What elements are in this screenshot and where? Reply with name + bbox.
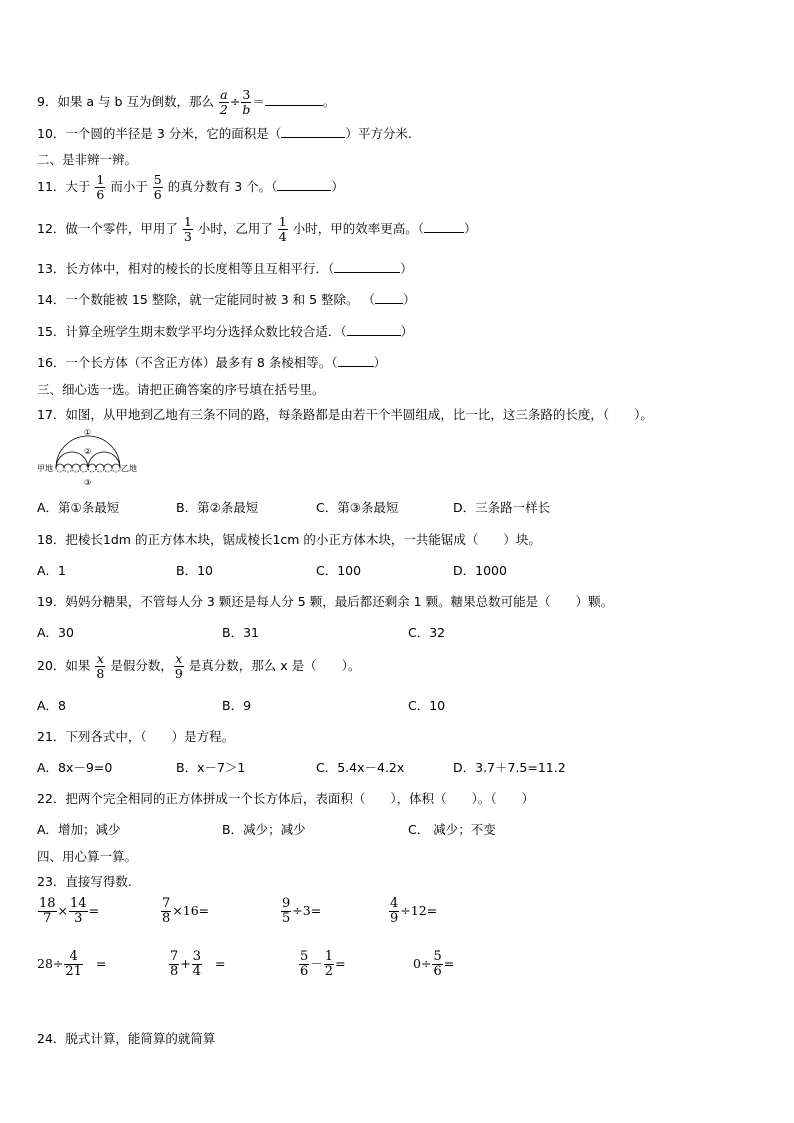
q19-option-a[interactable]: A．30 [37, 625, 74, 640]
section-3-heading: 三、细心选一选。请把正确答案的序号填在括号里。 [37, 382, 325, 397]
q22-option-c[interactable]: C． 减少；不变 [408, 822, 496, 837]
equals: ＝ [252, 94, 265, 109]
circle-label-3: ③ [84, 478, 92, 487]
question-19: 19．妈妈分糖果，不管每人分 3 颗还是每人分 5 颗，最后都还剩余 1 颗。糖果总数可能是（ ）颗。 [37, 594, 614, 609]
q18-option-c[interactable]: C．100 [316, 563, 362, 578]
path-3-arcs-lower [56, 468, 120, 472]
q11-pre: 11．大于 [37, 179, 95, 194]
q19-option-b[interactable]: B．31 [222, 625, 259, 640]
q11-post: 的真分数有 3 个。（ [163, 179, 278, 194]
answer-blank[interactable] [424, 221, 464, 233]
q16-close: ） [373, 355, 387, 370]
question-14 [37, 292, 416, 308]
q21-option-a[interactable]: A．8x－9=0 [37, 760, 113, 775]
question-15 [37, 324, 413, 340]
operator: ÷ [229, 94, 241, 109]
question-23: 23．直接写得数. [37, 874, 132, 889]
question-10 [37, 126, 412, 142]
question-11 [37, 173, 344, 202]
calc-expression-7: $\frac{5}{6}$ － $\frac{1}{2}$ = [300, 949, 346, 979]
question-22: 22．把两个完全相同的正方体拼成一个长方体后，表面积（ ），体积（ ）。（ ） [37, 791, 535, 806]
q20-mid: 是假分数， [106, 658, 173, 673]
q12-post: 小时，甲的效率更高。（ [288, 221, 424, 236]
q18-option-d[interactable]: D．1000 [453, 563, 507, 578]
calc-expression-1: $\frac{18}{7}$ × $\frac{14}{3}$ = [39, 896, 100, 926]
fraction: $\frac{a}{2}$ [219, 87, 228, 117]
q20-pre: 20．如果 [37, 658, 95, 673]
q16-text: 16．一个长方体（不含正方体）最多有 8 条棱相等。（ [37, 355, 338, 370]
q18-option-b[interactable]: B．10 [176, 563, 213, 578]
q12-close: ） [463, 221, 477, 236]
fig-left-label: 甲地 [37, 464, 53, 473]
q21-option-b[interactable]: B．x－7＞1 [176, 760, 246, 775]
q12-pre: 12．做一个零件，甲用了 [37, 221, 182, 236]
q9-suffix: 。 [322, 94, 336, 109]
calc-expression-8: 0÷ $\frac{5}{6}$ = [413, 949, 455, 979]
answer-blank[interactable] [375, 292, 403, 304]
calc-expression-3: $\frac{9}{5}$ ÷3= [282, 896, 322, 926]
fraction: $\frac{1}{4}$ [278, 214, 287, 244]
q17-option-b[interactable]: B．第②条最短 [176, 500, 259, 515]
q9-prefix: 9．如果 a 与 b 互为倒数，那么 [37, 94, 218, 109]
fraction: $\frac{5}{6}$ [153, 172, 162, 202]
q20-option-c[interactable]: C．10 [408, 698, 446, 713]
q18-option-a[interactable]: A．1 [37, 563, 67, 578]
answer-blank[interactable] [338, 355, 374, 367]
fraction: $\frac{1}{3}$ [183, 214, 192, 244]
section-4-heading: 四、用心算一算。 [37, 849, 138, 864]
q15-text: 15．计算全班学生期末数学平均分选择众数比较合适．（ [37, 324, 347, 339]
q19-option-c[interactable]: C．32 [408, 625, 446, 640]
question-9 [37, 88, 335, 117]
calc-expression-2: $\frac{7}{8}$ ×16= [162, 896, 210, 926]
q15-close: ） [400, 324, 414, 339]
q13-close: ） [400, 261, 413, 276]
fraction: $\frac{x}{9}$ [174, 651, 183, 681]
q17-option-d[interactable]: D．三条路一样长 [453, 500, 551, 515]
question-17: 17．如图，从甲地到乙地有三条不同的路，每条路都是由若干个半圆组成，比一比，这三条路的长度，（ ）。 [37, 407, 653, 422]
calc-expression-6: $\frac{7}{8}$ + $\frac{3}{4}$ = [170, 949, 226, 979]
q22-option-a[interactable]: A．增加；减少 [37, 822, 121, 837]
q17-option-a[interactable]: A．第①条最短 [37, 500, 120, 515]
question-24: 24．脱式计算，能简算的就简算 [37, 1031, 216, 1046]
q20-post: 是真分数，那么 x 是（ ）。 [184, 658, 361, 673]
q21-option-c[interactable]: C．5.4x－4.2x [316, 760, 405, 775]
semicircle-path-figure [36, 428, 146, 488]
question-12 [37, 215, 477, 244]
calc-expression-4: $\frac{4}{9}$ ÷12= [390, 896, 438, 926]
q20-option-b[interactable]: B．9 [222, 698, 252, 713]
question-21: 21．下列各式中，（ ）是方程。 [37, 729, 235, 744]
section-2-heading: 二、是非辨一辨。 [37, 152, 138, 167]
question-20 [37, 652, 360, 681]
q21-option-d[interactable]: D．3.7＋7.5=11.2 [453, 760, 566, 775]
q20-option-a[interactable]: A．8 [37, 698, 67, 713]
fraction: $\frac{1}{6}$ [96, 172, 105, 202]
answer-blank[interactable] [265, 94, 323, 106]
q14-text: 14．一个数能被 15 整除，就一定能同时被 3 和 5 整除。 （ [37, 292, 376, 307]
question-16 [37, 355, 386, 371]
answer-blank[interactable] [277, 179, 331, 191]
fraction: $\frac{x}{8}$ [96, 651, 105, 681]
q22-option-b[interactable]: B．减少；减少 [222, 822, 306, 837]
q12-mid: 小时，乙用了 [193, 221, 277, 236]
q13-text: 13．长方体中，相对的棱长的长度相等且互相平行．（ [37, 261, 335, 276]
q14-close: ） [403, 292, 416, 307]
question-13 [37, 261, 413, 277]
q10-close: ）平方分米. [345, 126, 412, 141]
q11-close: ） [331, 179, 344, 194]
q10-text: 10．一个圆的半径是 3 分米，它的面积是（ [37, 126, 282, 141]
answer-blank[interactable] [281, 126, 345, 138]
circle-label-2: ② [84, 447, 92, 456]
fraction: $\frac{3}{b}$ [242, 87, 251, 117]
fig-right-label: 乙地 [121, 464, 137, 473]
calc-expression-5: 28÷ $\frac{4}{21}$ = [37, 949, 107, 979]
answer-blank[interactable] [334, 261, 400, 273]
question-18: 18．把棱长1dm 的正方体木块，锯成棱长1cm 的小正方体木块，一共能锯成（ ）块。 [37, 532, 541, 547]
q11-mid: 而小于 [106, 179, 152, 194]
q17-option-c[interactable]: C．第③条最短 [316, 500, 399, 515]
answer-blank[interactable] [347, 324, 401, 336]
circle-label-1: ① [84, 428, 92, 437]
